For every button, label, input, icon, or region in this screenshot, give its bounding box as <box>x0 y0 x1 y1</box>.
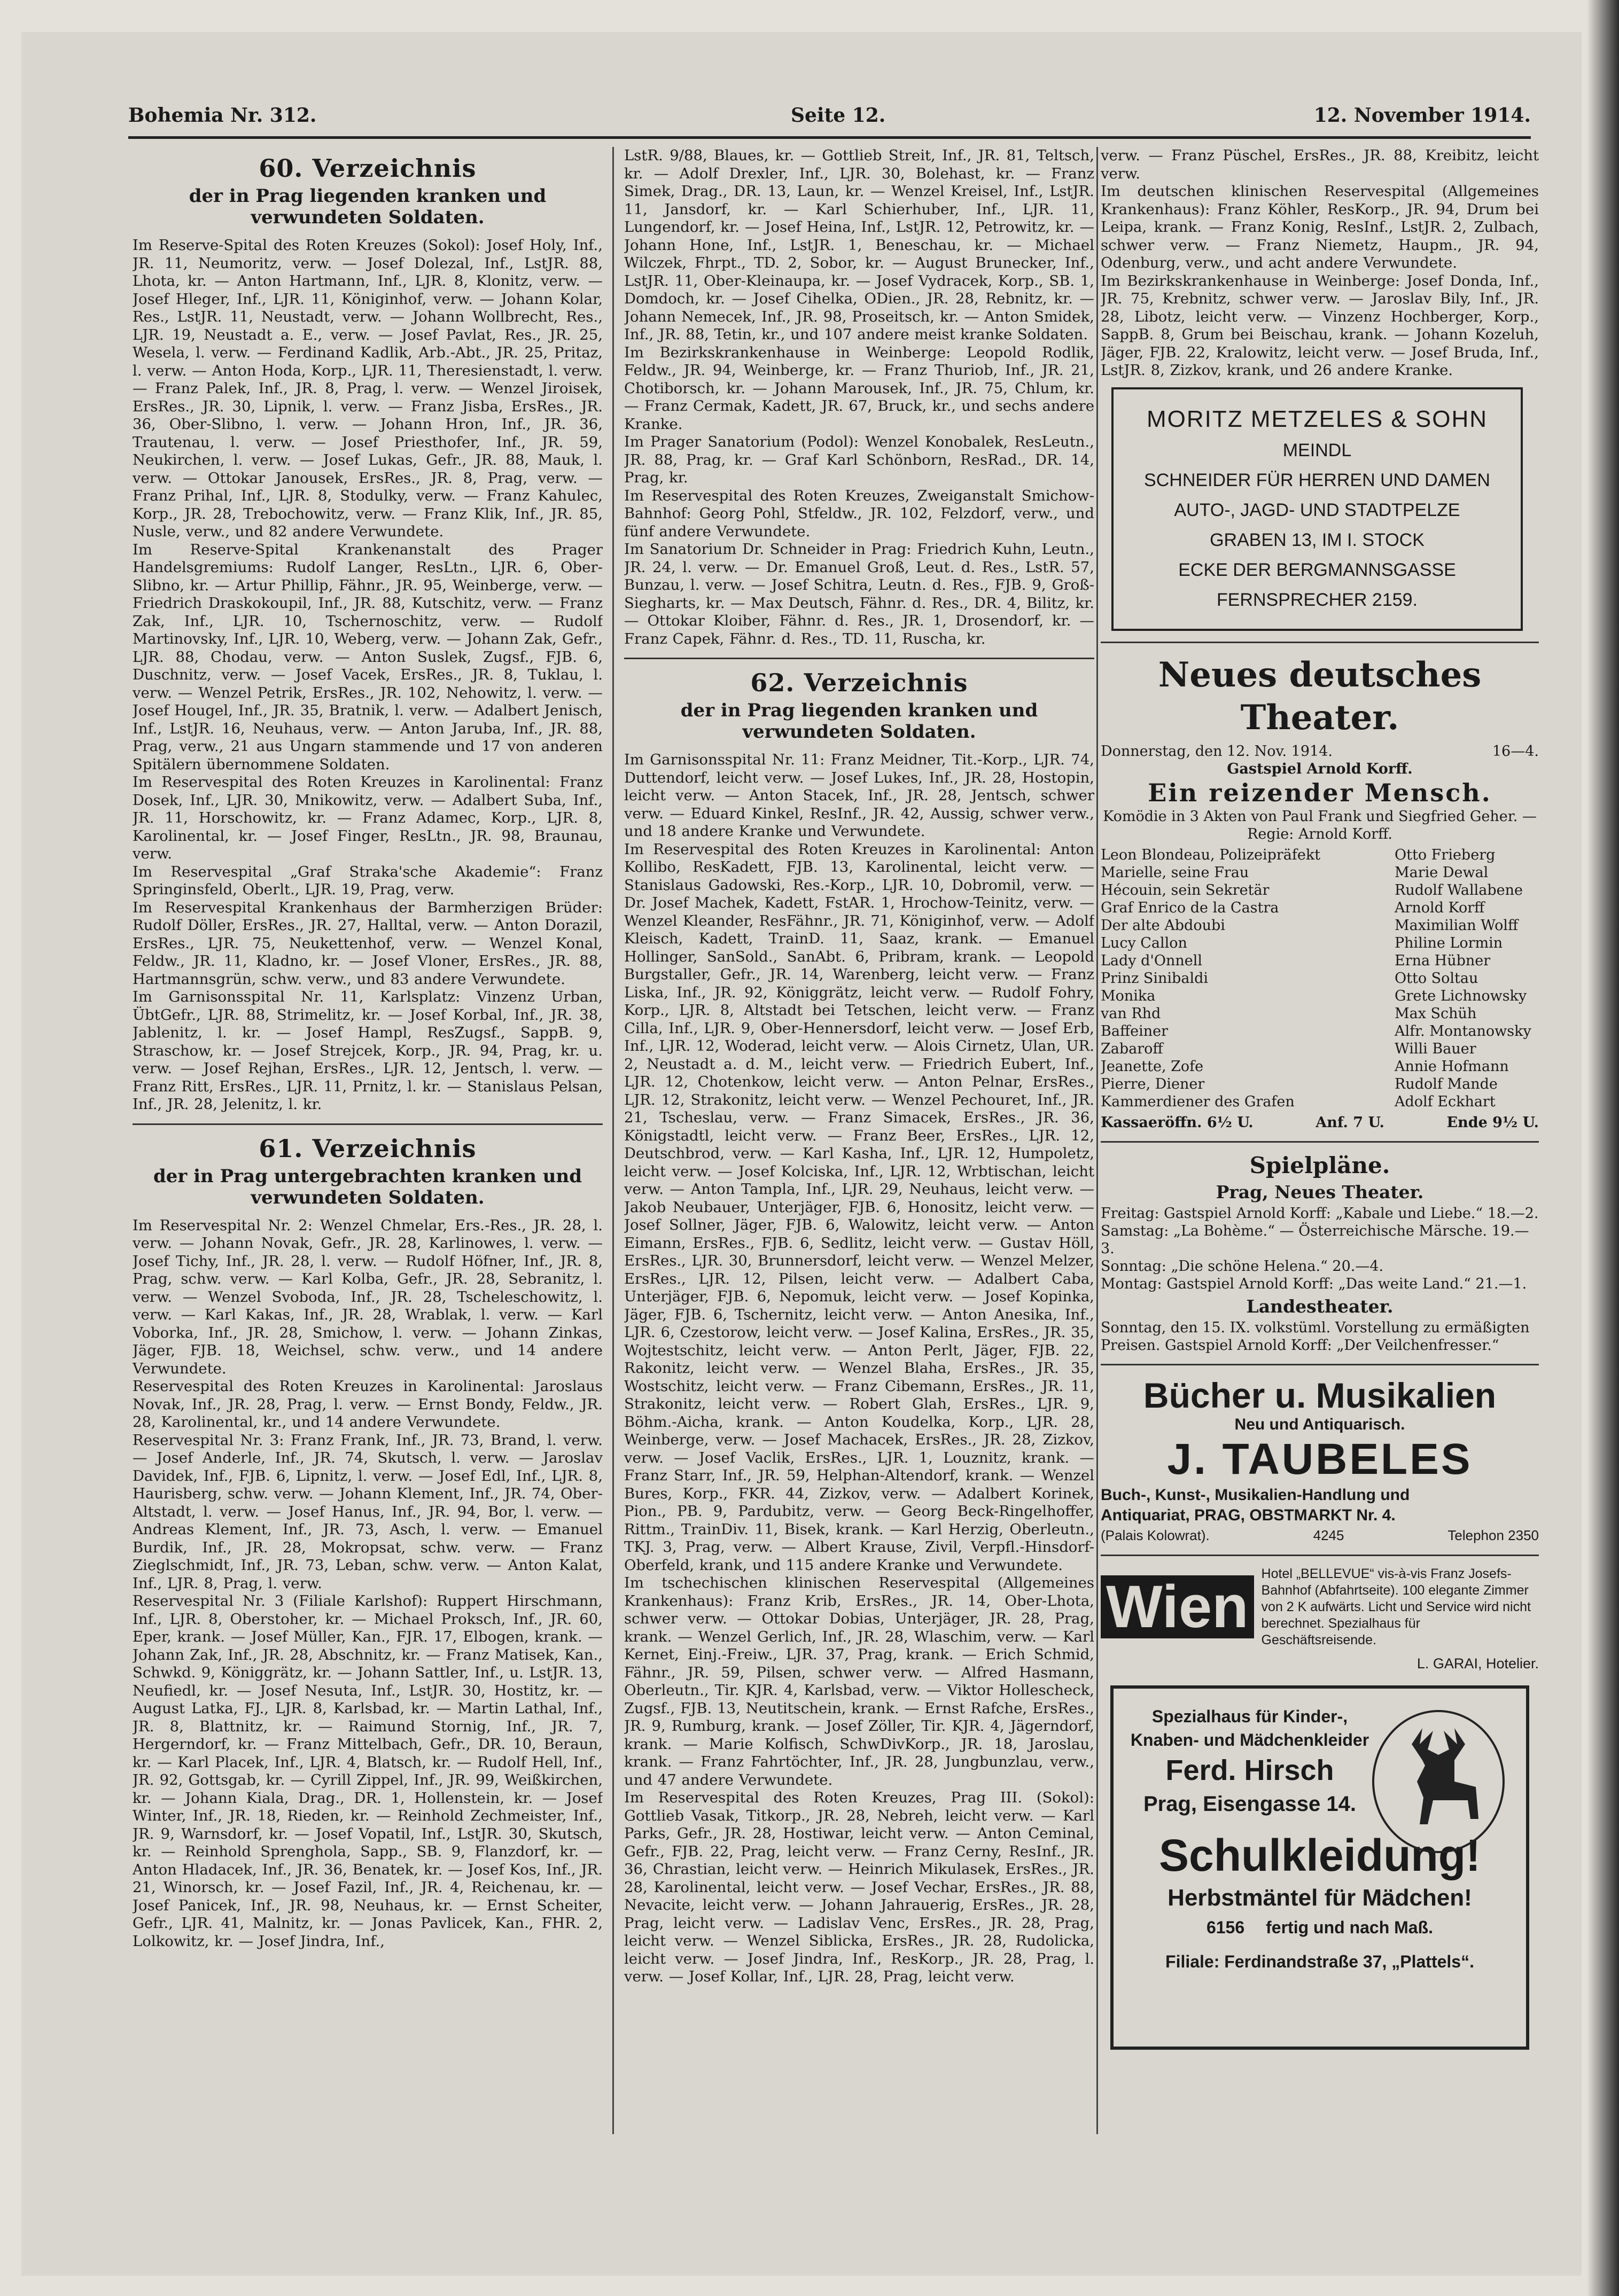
taubeles-line: Antiquariat, PRAG, OBSTMARKT Nr. 4. <box>1101 1506 1396 1524</box>
cast-role: Lucy Callon <box>1101 934 1187 951</box>
ad-line: FERNSPRECHER 2159. <box>1216 589 1418 610</box>
casualty-list: Reservespital Nr. 3 (Filiale Karlshof): Ruppert Hirschmann, Inf., LJR. 8, Oberstoher, kr. — Michael Proksch, Inf., JR. 60, Eper, krank. — Josef Müller, Kan., FJR. 17, Elbogen, krank. — Johann Zak, Inf., JR. 28, Abschnitz, kr. — Franz Matisek, Kan., Schwkd. 9, Königgrätz, kr. — Johann Sattler, Inf., u. LstJR. 13, Neufiedl, kr. — Josef Nesuta, Inf., LstJR. 30, Hostitz, kr. — August Latka, FJ., LJR. 8, Karlsbad, kr. — Martin Lathal, Inf., JR. 8, Blattnitz, kr. — Raimund Stornig, Inf., JR. 7, Hergerndorf, kr. — Franz Mittelbach, Gefr., DR. 10, Beraun, kr. — Karl Placek, Inf., LJR. 4, Blatsch, kr. — Rudolf Hell, Inf., JR. 92, Gottsgab, kr. — Cyrill Zippel, Inf., JR. 99, Weißkirchen, kr. — Johann Kiala, Drag., DR. 1, Hollenstein, kr. — Josef Winter, Inf., JR. 18, Rieden, kr. — Reinhold Zechmeister, Inf., JR. 9, Warnsdorf, kr. — Josef Vopatil, Inf., LstJR. 30, Skutsch, kr. — Reinhold Sprenghola, Sapp., SB. 9, Flanzdorf, kr. — Anton Hladacek, Inf., JR. 36, Benatek, kr. — Josef Kos, Inf., JR. 21, Winorsch, kr. — Josef Fazil, Inf., JR. 4, Reichenau, kr. — Josef Panicek, Inf., JR. 98, Neuhaus, kr. — Ernst Scheiter, Gefr., LJR. 41, Malnitz, kr. — Jonas Pavlicek, Kan., FHR. 2, Lolkowitz, kr. — Josef Jindra, Inf., <box>133 1592 603 1950</box>
cast-role: Graf Enrico de la Castra <box>1101 899 1279 916</box>
column-3 <box>1101 147 1539 2134</box>
cast-row <box>1101 1058 1539 1075</box>
casualty-list: Im Reservespital des Roten Kreuzes in Karolinental: Franz Dosek, Inf., LJR. 30, Mnikowitz, verw. — Adalbert Suba, Inf., JR. 11, Horschowitz, kr. — Franz Adamec, Korp., LJR. 8, Karolinental, kr. — Josef Finger, ResLtn., JR. 98, Braunau, verw. <box>133 774 603 862</box>
casualty-list: Im Reservespital „Graf Straka'sche Akademie“: Franz Springinsfeld, Oberlt., LJR. 19, Prag, verw. <box>133 863 603 898</box>
theatre-start: Anf. 7 U. <box>1316 1114 1384 1131</box>
cast-list <box>1101 846 1539 1111</box>
column-1 <box>133 147 603 2134</box>
schedule-line: Montag: Gastspiel Arnold Korff: „Das weite Land.“ 21.—1. <box>1101 1275 1527 1292</box>
schedule-list <box>1101 1205 1539 1293</box>
column-rule <box>612 147 614 2134</box>
list-60-title: 60. Verzeichnis <box>259 154 477 183</box>
hotel-advertisement <box>1101 1566 1539 1649</box>
casualty-list: Im Reserve-Spital Krankenanstalt des Prager Handelsgremiums: Rudolf Langer, ResLtn., LJR. 6, Ober-Slibno, kr. — Artur Phillip, Fähnr., JR. 95, Weinberge, verw. — Friedrich Draskokoupil, Inf., JR. 88, Kutschitz, verw. — Franz Zak, Inf., LJR. 10, Tschernoschitz, verw. — Rudolf Martinovsky, Inf., LJR. 10, Weberg, verw. — Johann Zak, Gefr., LJR. 88, Chodau, verw. — Anton Suslek, Zugsf., FJB. 6, Duschnitz, verw. — Josef Vacek, ErsRes., JR. 8, Tuklau, l. verw. — Wenzel Petrik, ErsRes., JR. 102, Nehowitz, l. verw. — Josef Hougel, Inf., JR. 35, Bratnik, l. verw. — Adalbert Jenisch, Inf., LstJR. 16, Neuhaus, verw. — Anton Jaruba, Inf., JR. 88, Prag, verw., 21 aus Ungarn stammende und 17 von anderen Spitälern übernommene Soldaten. <box>133 541 603 773</box>
cast-actor: Maximilian Wolff <box>1395 917 1519 934</box>
cast-role: Prinz Sinibaldi <box>1101 970 1208 987</box>
hotel-owner: L. GARAI, Hotelier. <box>1416 1655 1539 1672</box>
hirsch-text-block <box>1124 1705 1375 1819</box>
taubeles-address: (Palais Kolowrat). <box>1101 1527 1210 1543</box>
casualty-list: Im Reservespital des Roten Kreuzes in Karolinental: Anton Kollibo, ResKadett, FJB. 13, Karolinental, leicht verw. — Stanislaus Gadowski, Res.-Korp., LJR. 10, Dobromil, verw. — Dr. Josef Machek, Kadett, FstAR. 1, Hrochow-Teinitz, verw. — Wenzel Kleander, ResFähnr., JR. 71, Königinhof, verw. — Adolf Kleisch, Kadett, TrainD. 11, Saaz, krank. — Emanuel Hollinger, SanSold., SanAbt. 6, Pribram, krank. — Leopold Burgstaller, Gefr., JR. 14, Warenberg, leicht verw. — Franz Liska, Inf., JR. 92, Königgrätz, leicht verw. — Rudolf Fohry, Korp., LJR. 8, Altstadt bei Tetschen, leicht verw. — Franz Cilla, Inf., LJR. 9, Ober-Hennersdorf, leicht verw. — Josef Erb, Inf., LJR. 12, Woderad, leicht verw. — Alois Cirnetz, Ulan, UR. 2, Neustadt a. d. M., leicht verw. — Friedrich Eubert, Inf., LJR. 12, Chotenkow, leicht verw. — Anton Pelnar, ErsRes., LJR. 12, Strakonitz, leicht verw. — Wenzel Pechouret, Inf., JR. 21, Tscheslau, verw. — Franz Simacek, ErsRes., JR. 36, Königstadtl, leicht verw. — Franz Beer, ErsRes., LJR. 12, Deutschbrod, verw. — Karl Kasha, Inf., LJR. 12, Humpoletz, leicht verw. — Josef Kolciska, Inf., LJR. 12, Wrbtischan, leicht verw. — Anton Tampla, Inf., LJR. 29, Neuhaus, leicht verw. — Jakob Neubauer, Unterjäger, FJB. 6, Honositz, leicht verw. — Josef Sollner, Jäger, FJB. 6, Walowitz, leicht verw. — Anton Eimann, ErsRes., FJB. 6, Sedlitz, leicht verw. — Gustav Höll, ErsRes., LJR. 30, Brunnersdorf, leicht verw. — Wenzel Melzer, ErsRes., LJR. 12, Pilsen, leicht verw. — Adalbert Caba, Unterjäger, FJB. 6, Nepomuk, leicht verw. — Josef Kopinka, Jäger, FJB. 6, Tschernitz, leicht verw. — Anton Anesika, Inf., LJR. 6, Czestorow, leicht verw. — Josef Kalina, ErsRes., JR. 35, Wojtestschitz, leicht verw. — Anton Perlt, Jäger, FJB. 22, Rakonitz, leicht verw. — Wenzel Blaha, ErsRes., JR. 35, Wostschitz, leicht verw. — Franz Cibemann, ErsRes., JR. 11, Strakonitz, leicht verw. — Robert Glah, ErsRes., LJR. 9, Böhm.-Aicha, krank. — Anton Koudelka, Korp., LJR. 28, Weinberge, verw. — Josef Machacek, ErsRes., JR. 28, Zizkov, verw. — Josef Vaclik, ErsRes., LJR. 1, Louznitz, krank. — Franz Starr, Inf., JR. 59, Helphan-Altendorf, krank. — Wenzel Bures, Korp., FKR. 44, Zizkov, verw. — Adalbert Korinek, Pion., PB. 9, Pardubitz, verw. — Georg Beck-Ringelhoffer, Rittm., TrainDiv. 11, Bisek, krank. — Karl Herzig, Oberleutn., TKJ. 3, Prag, verw. — Albert Krause, Zivil, Verpfl.-Hinsdorf-Oberfeld, krank, und 115 andere Kranke und Verwundete. <box>624 840 1094 1574</box>
cast-role: Marielle, seine Frau <box>1101 864 1249 881</box>
cast-actor: Willi Bauer <box>1395 1040 1476 1057</box>
cast-row <box>1101 970 1539 987</box>
ad-line: SCHNEIDER FÜR HERREN UND DAMEN <box>1144 470 1490 490</box>
cast-actor: Grete Lichnowsky <box>1395 987 1527 1004</box>
hirsch-line: Knaben- und Mädchenkleider <box>1130 1730 1369 1750</box>
hotel-text: Hotel „BELLEVUE“ vis-à-vis Franz Josefs-Bahnhof (Abfahrtseite). 100 elegante Zimmer von 2 K aufwärts. Licht und Service wird nicht berechnet. Spezialhaus für Geschäftsreisende. <box>1261 1566 1531 1647</box>
binding-shadow <box>1587 0 1619 2296</box>
cast-actor: Rudolf Wallabene <box>1395 881 1523 899</box>
divider <box>1101 1141 1539 1143</box>
schedule-subheading: Prag, Neues Theater. <box>1216 1181 1424 1202</box>
casualty-list: Im Garnisonsspital Nr. 11, Karlsplatz: Vinzenz Urban, ÜbtGefr., LJR. 88, Strimelitz, kr. — Josef Korbal, Inf., JR. 38, Jablenitz, l. kr. — Josef Hampl, ResZugsf., SappB. 9, Straschow, kr. — Josef Strejcek, Korp., JR. 94, Prag, kr. u. verw. — Josef Rejhan, ErsRes., LJR. 12, Jentsch, l. verw. — Franz Ritt, ErsRes., LJR. 11, Prnitz, l. kr. — Stanislaus Pelsan, Inf., JR. 28, Jelenitz, l. kr. <box>133 988 603 1113</box>
hirsch-number: 6156 <box>1206 1917 1245 1937</box>
cast-actor: Rudolf Mande <box>1395 1075 1498 1092</box>
schedule-line: Sonntag: „Die schöne Helena.“ 20.—4. <box>1101 1258 1384 1275</box>
cast-actor: Arnold Korff <box>1395 899 1485 916</box>
cast-role: Hécouin, sein Sekretär <box>1101 881 1270 899</box>
header-right: 12. November 1914. <box>1313 104 1531 127</box>
casualty-list: verw. — Franz Püschel, ErsRes., JR. 88, Kreibitz, leicht verw. <box>1101 147 1539 182</box>
cast-role: Lady d'Onnell <box>1101 952 1203 969</box>
cast-role: Der alte Abdoubi <box>1101 917 1225 934</box>
hirsch-line: Herbstmäntel für Mädchen! <box>1167 1884 1472 1911</box>
deer-logo-icon <box>1372 1710 1505 1853</box>
cast-actor: Max Schüh <box>1395 1005 1477 1022</box>
theatre-date-row <box>1101 743 1539 760</box>
cast-row <box>1101 917 1539 934</box>
books-ad-sub: Neu und Antiquarisch. <box>1234 1415 1405 1433</box>
theatre-times <box>1101 1114 1539 1131</box>
list-62-title: 62. Verzeichnis <box>750 668 968 697</box>
casualty-list: Im Reserve-Spital des Roten Kreuzes (Sokol): Josef Holy, Inf., JR. 11, Neumoritz, verw. — Josef Dolezal, Inf., LstJR. 88, Lhota, kr. — Anton Hartmann, Inf., LJR. 8, Klonitz, verw. — Josef Hleger, Inf., LJR. 11, Königinhof, verw. — Johann Kolar, Res., LstJR. 11, Neustadt, verw. — Johann Wollbrecht, Res., LJR. 19, Neustadt a. E., verw. — Josef Pavlat, Res., JR. 25, Wesela, l. verw. — Ferdinand Kadlik, Arb.-Abt., JR. 25, Pritaz, l. verw. — Anton Hoda, Korp., LJR. 11, Theresienstadt, l. verw. — Franz Palek, Inf., JR. 8, Prag, l. verw. — Wenzel Jiroisek, ErsRes., JR. 30, Lipnik, l. verw. — Franz Jisba, ErsRes., JR. 36, Ober-Slibno, l. verw. — Johann Hron, Inf., JR. 36, Trautenau, l. verw. — Josef Priesthofer, Inf., JR. 59, Neukirchen, l. verw. — Josef Lukas, Gefr., JR. 88, Mauk, l. verw. — Ottokar Janousek, ErsRes., JR. 8, Prag, verw. — Franz Prihal, Inf., LJR. 8, Stodulky, verw. — Franz Kahulec, Korp., JR. 28, Trebochowitz, verw. — Franz Klik, Inf., JR. 85, Nusle, verw., und 82 andere Verwundete. <box>133 237 603 540</box>
cast-row <box>1101 1075 1539 1093</box>
list-60-subtitle: der in Prag liegenden kranken und verwundeten Soldaten. <box>189 185 547 228</box>
header-center: Seite 12. <box>791 104 886 127</box>
cast-row <box>1101 1040 1539 1058</box>
casualty-list: Im Sanatorium Dr. Schneider in Prag: Friedrich Kuhn, Leutn., JR. 24, l. verw. — Dr. Emanuel Groß, Leut. d. Res., LstR. 57, Bunzau, l. verw. — Josef Schitra, Leutn. d. Res., FJB. 9, Groß-Siegharts, kr. — Max Deutsch, Fähnr. d. Res., DR. 4, Bilitz, kr. — Ottokar Kloiber, Fähnr. d. Res., JR. 1, Drosendorf, kr. — Franz Capek, Fähnr. d. Res., TD. 11, Ruscha, kr. <box>624 541 1094 647</box>
divider <box>133 1123 603 1125</box>
cast-actor: Adolf Eckhart <box>1395 1093 1496 1110</box>
cast-actor: Erna Hübner <box>1395 952 1491 969</box>
cast-row <box>1101 934 1539 952</box>
landestheater-text: Sonntag, den 15. IX. volkstüml. Vorstellung zu ermäßigten Preisen. Gastspiel Arnold Korff: „Der Veilchenfresser.“ <box>1101 1319 1530 1354</box>
hirsch-address: Prag, Eisengasse 14. <box>1143 1792 1356 1816</box>
theatre-code: 16—4. <box>1492 743 1539 760</box>
casualty-list: Im tschechischen klinischen Reservespital (Allgemeines Krankenhaus): Franz Krib, ErsRes., JR. 14, Ober-Lhota, schwer verw. — Ottokar Dobias, Unterjäger, JR. 28, Prag, krank. — Wenzel Gerlich, Inf., JR. 28, Wlaschim, verw. — Karl Kernet, Einj.-Freiw., LJR. 37, Prag, krank. — Erich Schmid, Fähnr., JR. 59, Pilsen, schwer verw. — Alfred Hasmann, Oberleutn., Tir. KJR. 4, Karlsbad, verw. — Viktor Hollescheck, Zugsf., FJB. 13, Neutitschein, krank. — Ernst Rafche, ErsRes., JR. 9, Rumburg, krank. — Josef Zöller, Tir. KJR. 4, Jägerndorf, krank. — Marie Kolfisch, SchwDivKorp., JR. 18, Jaroslau, krank. — Franz Fahrtöchter, Inf., JR. 28, Jungbunzlau, verw., und 47 andere Verwundete. <box>624 1574 1094 1789</box>
cast-row <box>1101 987 1539 1005</box>
hirsch-row <box>1124 1914 1515 1941</box>
schedule-heading: Spielpläne. <box>1249 1152 1390 1178</box>
hirsch-filiale: Filiale: Ferdinandstraße 37, „Plattels“. <box>1165 1951 1474 1971</box>
casualty-list: Im Garnisonsspital Nr. 11: Franz Meidner, Tit.-Korp., LJR. 74, Duttendorf, leicht verw. — Josef Lukes, Inf., JR. 28, Hostopin, leicht verw. — Anton Stacek, Inf., JR. 28, Jentsch, schwer verw. — Eduard Kinkel, ResInf., JR. 42, Aussig, schwer verw., und 18 andere Kranke und Verwundete. <box>624 751 1094 840</box>
column-2 <box>624 147 1094 2134</box>
cast-role: van Rhd <box>1101 1005 1161 1022</box>
taubeles-number: 4245 <box>1313 1527 1344 1543</box>
cast-row <box>1101 1093 1539 1111</box>
cast-role: Leon Blondeau, Polizeipräfekt <box>1101 846 1321 863</box>
theatre-open: Kassaeröffn. 6½ U. <box>1101 1114 1254 1131</box>
taubeles-name: J. TAUBELES <box>1167 1434 1473 1483</box>
hirsch-line: Spezialhaus für Kinder-, <box>1151 1706 1348 1726</box>
theatre-date: Donnerstag, den 12. Nov. 1914. <box>1101 743 1333 760</box>
cast-actor: Annie Hofmann <box>1395 1058 1509 1075</box>
divider <box>1101 642 1539 643</box>
cast-actor: Otto Frieberg <box>1395 846 1496 863</box>
cast-actor: Alfr. Montanowsky <box>1395 1022 1531 1040</box>
ad-line: ECKE DER BERGMANNSGASSE <box>1178 559 1456 580</box>
cast-row <box>1101 952 1539 970</box>
casualty-list: LstR. 9/88, Blaues, kr. — Gottlieb Streit, Inf., JR. 81, Teltsch, kr. — Adolf Drexler, Inf., LJR. 30, Bolehast, kr. — Franz Simek, Drag., DR. 13, Laun, kr. — Wenzel Kreisel, Inf., LstJR. 11, Jansdorf, kr. — Karl Schierhuber, Inf., LJR. 11, Lungendorf, kr. — Josef Heina, Inf., LstJR. 12, Petrowitz, kr. — Johann Hone, Inf., LstJR. 1, Beneschau, kr. — Michael Wilczek, Fhrpt., TD. 2, Sobor, kr. — August Brunecker, Inf., LstJR. 11, Ober-Kleinaupa, kr. — Josef Vydracek, Korp., SB. 1, Domdoch, kr. — Josef Cihelka, ODien., JR. 28, Rebnitz, kr. — Johann Nemecek, Inf., JR. 98, Proseitsch, kr. — Anton Smidek, Inf., JR. 88, Tetin, kr., und 107 andere meist kranke Soldaten. <box>624 147 1094 343</box>
casualty-list: Im Bezirkskrankenhause in Weinberge: Leopold Rodlik, Feldw., JR. 94, Weinberge, kr. — Franz Thuriob, Inf., JR. 21, Chotiborsch, kr. — Johann Marousek, Inf., JR. 75, Chlum, kr. — Franz Cermak, Kadett, JR. 67, Bruck, kr., und sechs andere Kranke. <box>624 343 1094 433</box>
ad-line: AUTO-, JAGD- UND STADTPELZE <box>1174 499 1460 520</box>
books-ad-heading: Bücher u. Musikalien <box>1143 1375 1497 1415</box>
play-description: Komödie in 3 Akten von Paul Frank und Siegfried Geher. — Regie: Arnold Korff. <box>1103 808 1537 842</box>
play-title: Ein reizender Mensch. <box>1148 778 1492 807</box>
cast-role: Baffeiner <box>1101 1022 1169 1040</box>
casualty-list: Im Reservespital des Roten Kreuzes, Zweiganstalt Smichow-Bahnhof: Georg Pohl, Stfeldw., JR. 102, Felzdorf, verw., und fünf andere Verwundete. <box>624 487 1094 540</box>
divider <box>1101 1364 1539 1365</box>
hirsch-line: fertig und nach Maß. <box>1266 1917 1434 1937</box>
divider <box>624 658 1094 659</box>
cast-actor: Marie Dewal <box>1395 864 1489 881</box>
ad-name: MORITZ METZELES & SOHN <box>1146 405 1488 432</box>
cast-actor: Otto Soltau <box>1395 970 1478 987</box>
casualty-list: Im Reservespital Krankenhaus der Barmherzigen Brüder: Rudolf Döller, ErsRes., JR. 27, Halltal, verw. — Anton Dorazil, ErsRes., LJR. 75, Neukettenhof, verw. — Wenzel Konal, Feldw., JR. 11, Kladno, kr. — Josef Vloner, ErsRes., JR. 88, Hartmannsgrün, schw. verw., und 83 andere Verwundete. <box>133 899 603 988</box>
casualty-list: Im Prager Sanatorium (Podol): Wenzel Konobalek, ResLeutn., JR. 88, Prag, kr. — Graf Karl Schönborn, ResRad., DR. 14, Prag, kr. <box>624 433 1094 486</box>
cast-row <box>1101 1005 1539 1022</box>
casualty-list: Reservespital des Roten Kreuzes in Karolinental: Jaroslaus Novak, Inf., JR. 28, Prag, l. verw. — Ernst Bondy, Feldw., JR. 28, Karolinental, kr., und 14 andere Verwundete. <box>133 1378 603 1431</box>
header-left: Bohemia Nr. 312. <box>128 104 317 127</box>
theatre-guest: Gastspiel Arnold Korff. <box>1227 760 1413 777</box>
list-61-title: 61. Verzeichnis <box>259 1134 477 1163</box>
cast-role: Pierre, Diener <box>1101 1075 1205 1092</box>
cast-row <box>1101 899 1539 917</box>
cast-row <box>1101 881 1539 899</box>
divider <box>1101 1555 1539 1556</box>
casualty-list: Im Reservespital des Roten Kreuzes, Prag III. (Sokol): Gottlieb Vasak, Titkorp., JR. 28, Nebreh, leicht verw. — Karl Parks, Gefr., JR. 28, Hostiwar, leicht verw. — Anton Ceminal, Gefr., FJB. 22, Prag, leicht verw. — Franz Cerny, ResInf., JR. 36, Chrastian, leicht verw. — Heinrich Mikulasek, ErsRes., JR. 28, Karolinental, leicht verw. — Josef Vechar, ErsRes., JR. 88, Nevacite, leicht verw. — Johann Jahrauerig, ErsRes., JR. 28, Prag, leicht verw. — Ladislav Venc, ErsRes., JR. 28, Prag, leicht verw. — Wenzel Siblicka, ErsRes., JR. 28, Rudolicka, leicht verw. — Josef Jindra, Inf., ResKorp., JR. 28, Prag, l. verw. — Josef Kollar, Inf., LJR. 28, Prag, leicht verw. <box>624 1789 1094 1985</box>
ad-line: GRABEN 13, IM I. STOCK <box>1210 529 1425 550</box>
cast-role: Monika <box>1101 987 1156 1004</box>
wien-logo: Wien <box>1101 1575 1254 1638</box>
hirsch-advertisement <box>1110 1685 1529 2050</box>
cast-row <box>1101 846 1539 864</box>
page-header <box>128 99 1531 139</box>
hirsch-name: Ferd. Hirsch <box>1165 1754 1334 1786</box>
casualty-list: Im Bezirkskrankenhause in Weinberge: Josef Donda, Inf., JR. 75, Krebnitz, schwer verw. — Jaroslav Bily, Inf., JR. 28, Libotz, leicht verw. — Vinzenz Hochberger, Korp., SappB. 8, Grum bei Beischau, krank. — Johann Kozeluh, Jäger, FJB. 22, Kralowitz, leicht verw. — Josef Bruda, Inf., LstJR. 8, Zizkov, krank, und 26 andere Kranke. <box>1101 272 1539 379</box>
casualty-list: Im Reservespital Nr. 2: Wenzel Chmelar, Ers.-Res., JR. 28, l. verw. — Johann Novak, Gefr., JR. 28, Karlinowes, l. verw. — Josef Tichy, Inf., JR. 28, l. verw. — Rudolf Höfner, Inf., JR. 8, Prag, schw. verw. — Karl Kolba, Gefr., JR. 28, Sebranitz, l. verw. — Wenzel Svoboda, Inf., JR. 28, Tscheleschowitz, l. verw. — Karl Kakas, Inf., JR. 28, Wrablak, l. verw. — Karl Voborka, Inf., JR. 28, Smichow, l. verw. — Johann Zinkas, Jäger, FJB. 18, Weichsel, schw. verw., und 14 andere Verwundete. <box>133 1216 603 1377</box>
cast-role: Zabaroff <box>1101 1040 1163 1057</box>
taubeles-footer <box>1101 1526 1539 1545</box>
cast-row <box>1101 1022 1539 1040</box>
theatre-heading: Neues deutsches Theater. <box>1158 654 1482 738</box>
list-61-subtitle: der in Prag untergebrachten kranken und verwundeten Soldaten. <box>153 1165 582 1208</box>
schedule-line: Samstag: „La Bohème.“ — Österreichische Märsche. 19.—3. <box>1101 1222 1529 1257</box>
taubeles-line: Buch-, Kunst-, Musikalien-Handlung und <box>1101 1486 1410 1504</box>
cast-role: Jeanette, Zofe <box>1101 1058 1204 1075</box>
cast-actor: Philine Lormin <box>1395 934 1503 951</box>
casualty-list: Im deutschen klinischen Reservespital (Allgemeines Krankenhaus): Franz Köhler, ResKorp., JR. 94, Drum bei Leipa, krank. — Franz Konig, ResInf., LstJR. 2, Zulbach, schwer verw. — Franz Niemetz, Haupm., JR. 94, Odenburg, verw., und acht andere Verwundete. <box>1101 183 1539 271</box>
theatre-end: Ende 9½ U. <box>1446 1114 1539 1131</box>
list-62-subtitle: der in Prag liegenden kranken und verwundeten Soldaten. <box>680 700 1038 743</box>
landestheater-heading: Landestheater. <box>1246 1295 1394 1317</box>
taubeles-phone: Telephon 2350 <box>1447 1527 1539 1543</box>
metzeles-advertisement <box>1111 387 1523 631</box>
column-rule <box>1096 147 1098 2134</box>
ad-line: MEINDL <box>1282 440 1352 460</box>
schedule-line: Freitag: Gastspiel Arnold Korff: „Kabale und Liebe.“ 18.—2. <box>1101 1205 1539 1222</box>
cast-row <box>1101 864 1539 881</box>
hirsch-headline: Schulkleidung! <box>1158 1830 1481 1880</box>
casualty-list: Reservespital Nr. 3: Franz Frank, Inf., JR. 73, Brand, l. verw. — Josef Anderle, Inf., JR. 74, Skutsch, l. verw. — Jaroslav Davidek, Inf., FJB. 6, Lipnitz, l. verw. — Josef Edl, Inf., LJR. 8, Haurisberg, schw. verw. — Johann Klement, Inf., JR. 74, Ober-Altstadt, l. verw. — Josef Hanus, Inf., JR. 94, Bor, l. verw. — Andreas Klement, Inf., JR. 73, Asch, l. verw. — Emanuel Burdik, Inf., JR. 28, Mokropsat, schw. verw. — Franz Zieglschmidt, Inf., JR. 73, Leban, schw. verw. — Anton Kalat, Inf., LJR. 8, Prag, l. verw. <box>133 1431 603 1592</box>
cast-role: Kammerdiener des Grafen <box>1101 1093 1295 1110</box>
